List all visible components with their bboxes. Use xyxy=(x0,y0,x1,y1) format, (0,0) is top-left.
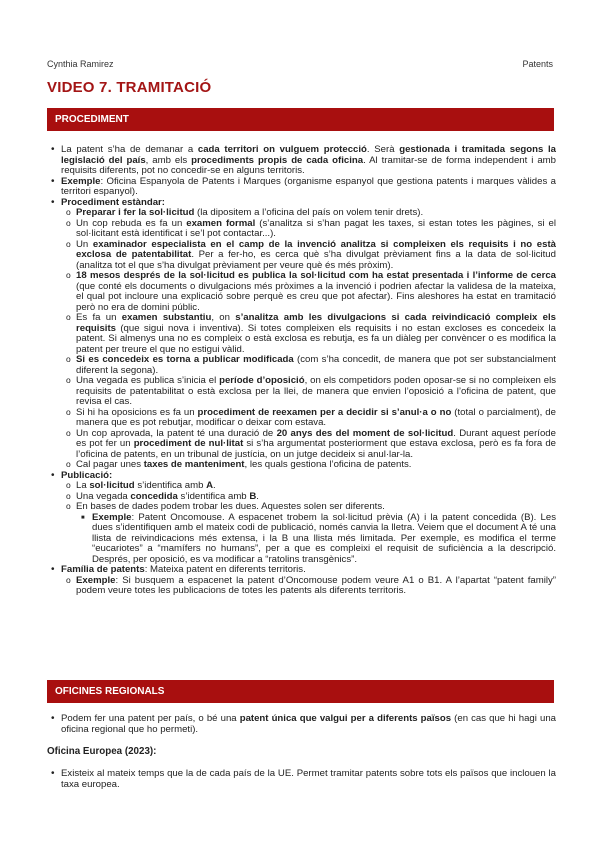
oficines-content xyxy=(47,714,556,735)
oficines-list xyxy=(47,714,556,735)
list-item: o Es fa un examen substantiu, on s’analitza amb les divulgacions si cada reivindicació compleix els requisits (que sigui nova i inventiva). Si totes compleixen els requisits i no estan excloses es concedeix la patent. Si almenys una no es compleix o està exclosa es rebutja, es fa un diàleg per convèncer o es modifica la patent per treure el que no estigui vàlid. xyxy=(76,313,556,355)
list-item: • Família de patents: Mateixa patent en diferents territoris. o Exemple: Si busquem a espacenet la patent d’Oncomouse podem veure A1 o B1. A l’apartat “patent family” podem veure totes les publicacions de totes les patents als diferents territoris. xyxy=(61,565,556,597)
list-item: o Un examinador especialista en el camp de la invenció analitza si compleixen els requisits i no està exclosa de patentabilitat. Per a fer-ho, es cerca què s’ha divulgat prèviament fins a la data de sol·licitud (analitza tot el que s’ha divulgat prèviament per veure què és més pròxim). xyxy=(76,240,556,272)
list-item: • Procediment estàndar: o Preparar i fer la sol·licitud (la dipositem a l’oficina del país on volem tenir drets). o Un cop rebuda es fa un examen formal (s’analitza si s’han pagat les taxes, si estan totes les pàgines, si el sol·licitant està identificat i se’l pot contactar...). o Un examinador especialista en el camp de la invenció analitza si compleixen els requisits i no està exclosa de patentabilitat. Per a fer-ho, es cerca què s’ha divulgat prèviament fins a la data de sol·licitud (analitza tot el que s’ha divulgat prèviament per veure què és més pròxim). o 18 mesos després de la sol·licitud es publica la sol·licitud com ha estat presentada i l’informe de cerca (que conté els documents o divulgacions més pròximes a la invenció i podrien afectar la validesa de la mateixa, el qual pot incloure una explicació sobre perquè es creu que pot afectar). Fins aleshores ha estat en tramitació però no era de domini públic. o Es fa un examen substantiu, on s’analitza amb les divulgacions si cada reivindicació compleix els requisits (que sigui nova i inventiva). Si totes compleixen els requisits i no estan excloses es concedeix la patent. Si almenys una no es compleix o està exclosa es rebutja, es fa un diàleg per convèncer o es modifica la patent per treure el que no estigui vàlid. o Si es concedeix es torna a publicar modificada (com s’ha concedit, de manera que pot ser substancialment diferent la segona). o Una vegada es publica s’inicia el període d’oposició, on els competidors poden oposar-se si no compleixen els requisits de patentabilitat o està exclosa per la llei, de manera que envien l’oposició a l’oficina de patent, que revisa el cas. o Si hi ha oposicions es fa un procediment de reexamen per a decidir si s’anul·a o no (total o parcialment), de manera que es pot rebutjar, modificar o deixar com estava. o Un cop aprovada, la patent té una duració de 20 anys des del moment de sol·licitud. Durant aquest període es pot fer un procediment de nul·litat si s’ha argumentat posteriorment que estava exclosa, però es fa fora de l’oficina de patents, en un tribunal de justícia, on un jutge decideix si anul·lar-la. o Cal pagar unes taxes de manteniment, les quals gestiona l’oficina de patents. xyxy=(61,198,556,471)
author-name: Cynthia Ramirez xyxy=(47,59,114,69)
procediment-content xyxy=(47,145,556,597)
page-header xyxy=(47,59,553,71)
list-item: • Exemple: Oficina Espanyola de Patents i Marques (organisme espanyol que gestiona patents i marques vàlides a territori espanyol). xyxy=(61,177,556,198)
list-item: o En bases de dades podem trobar les dues. Aquestes solen ser diferents. ■ Exemple: Patent Oncomouse. A espacenet trobem la sol·licitud prèvia (A) i la patent concedida (B). Les dues s’identifiquen amb el mateix codi de publicació, només canvia la lletra. Veiem que el document A té una llista de reivindicacions més extensa, i la B una llista més limitada. Per exemple, es modifica el terme “eucariotes” a “mamífers no humans”, per a que es compleixi el requisit de suficiència a la descripció. Després, per oposició, es va modificar a “ratolins transgènics”. xyxy=(76,502,556,565)
list-item: • Podem fer una patent per país, o bé una patent única que valgui per a diferents països (en cas que hi hagi una oficina regional que ho permeti). xyxy=(61,714,556,735)
list-item: o Si hi ha oposicions es fa un procediment de reexamen per a decidir si s’anul·a o no (total o parcialment), de manera que es pot rebutjar, modificar o deixar com estava. xyxy=(76,408,556,429)
list-item: o Un cop aprovada, la patent té una duració de 20 anys des del moment de sol·licitud. Durant aquest període es pot fer un procediment de nul·litat si s’ha argumentat posteriorment que estava exclosa, però es fa fora de l’oficina de patents, en un tribunal de justícia, on un jutge decideix si anul·lar-la. xyxy=(76,429,556,461)
list-item: o 18 mesos després de la sol·licitud es publica la sol·licitud com ha estat presentada i l’informe de cerca (que conté els documents o divulgacions més pròximes a la invenció i podrien afectar la validesa de la mateixa, el qual pot incloure una explicació sobre perquè es creu que pot afectar). Fins aleshores ha estat en tramitació però no era de domini públic. xyxy=(76,271,556,313)
section-bar-procediment: PROCEDIMENT xyxy=(47,108,554,131)
list-item: • La patent s’ha de demanar a cada territori on vulguem protecció. Serà gestionada i tramitada segons la legislació del país, amb els procediments propis de cada oficina. Al tramitar-se de forma independent i amb requisits diferents, pot no concedir-se en alguns territoris. xyxy=(61,145,556,177)
example-list xyxy=(76,513,556,566)
list-item: o Un cop rebuda es fa un examen formal (s’analitza si s’han pagat les taxes, si estan totes les pàgines, si el sol·licitant està identificat i se’l pot contactar...). xyxy=(76,219,556,240)
publicacio-list xyxy=(61,481,556,565)
list-item: o Preparar i fer la sol·licitud (la dipositem a l’oficina del país on volem tenir drets). xyxy=(76,208,556,219)
section-bar-oficines-regionals: OFICINES REGIONALS xyxy=(47,680,554,703)
oficina-europea-section xyxy=(47,747,556,758)
list-item: • Publicació: o La sol·licitud s’identifica amb A. o Una vegada concedida s’identifica amb B. o En bases de dades podem trobar les dues. Aquestes solen ser diferents. ■ Exemple: Patent Oncomouse. A espacenet trobem la sol·licitud prèvia (A) i la patent concedida (B). Les dues s’identifiquen amb el mateix codi de publicació, només canvia la lletra. Veiem que el document A té una llista de reivindicacions més extensa, i la B una llista més limitada. Per exemple, es modifica el terme “eucariotes” a “mamífers no humans”, per a que es compleixi el requisit de suficiència a la descripció. Després, per oposició, es va modificar a “ratolins transgènics”. xyxy=(61,471,556,566)
list-item: o Si es concedeix es torna a publicar modificada (com s’ha concedit, de manera que pot ser substancialment diferent la segona). xyxy=(76,355,556,376)
procediment-list xyxy=(47,145,556,597)
subsection-heading: Oficina Europea (2023): xyxy=(47,746,157,757)
oficina-europea-content xyxy=(47,769,556,790)
list-item: ■ Exemple: Patent Oncomouse. A espacenet trobem la sol·licitud prèvia (A) i la patent concedida (B). Les dues s’identifiquen amb el mateix codi de publicació, només canvia la lletra. Veiem que el document A té una llista de reivindicacions més extensa, i la B una llista més limitada. Per exemple, es modifica el terme “eucariotes” a “mamífers no humans”, per a que es compleixi el requisit de suficiència a la descripció. Després, per oposició, es va modificar a “ratolins transgènics”. xyxy=(92,513,556,566)
list-item: o Una vegada es publica s’inicia el període d’oposició, on els competidors poden oposar-se si no compleixen els requisits de patentabilitat o està exclosa per la llei, de manera que envien l’oposició a l’oficina de patent, que revisa el cas. xyxy=(76,376,556,408)
list-item: o Cal pagar unes taxes de manteniment, les quals gestiona l’oficina de patents. xyxy=(76,460,556,471)
oficina-europea-list xyxy=(47,769,556,790)
list-item: o Una vegada concedida s’identifica amb B. xyxy=(76,492,556,503)
list-item: o La sol·licitud s’identifica amb A. xyxy=(76,481,556,492)
list-item: o Exemple: Si busquem a espacenet la patent d’Oncomouse podem veure A1 o B1. A l’apartat “patent family” podem veure totes les publicacions de totes les patents als diferents territoris. xyxy=(76,576,556,597)
familia-list xyxy=(61,576,556,597)
page-title: VIDEO 7. TRAMITACIÓ xyxy=(47,79,212,96)
procediment-steps xyxy=(61,208,556,471)
subject-name: Patents xyxy=(522,59,553,69)
list-item: • Existeix al mateix temps que la de cada país de la UE. Permet tramitar patents sobre tots els països que inclouen la taxa europea. xyxy=(61,769,556,790)
